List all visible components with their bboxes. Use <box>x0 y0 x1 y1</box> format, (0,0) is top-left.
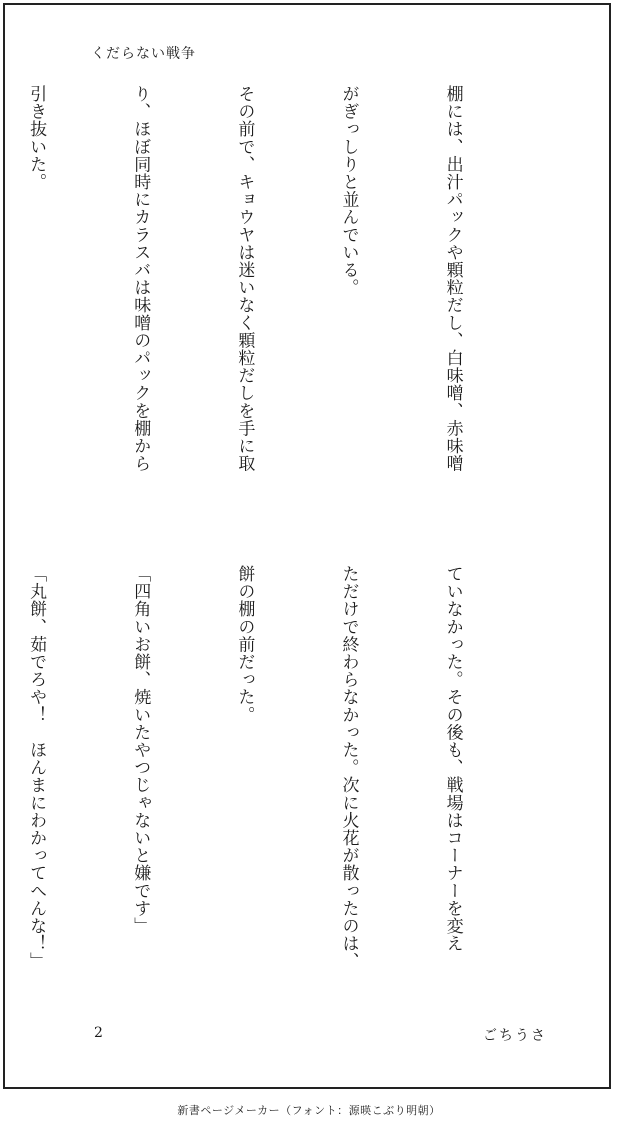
text-line: り、ほぼ同時にカラスバは味噌のパックを棚から <box>130 85 151 473</box>
text-block-bottom <box>0 565 539 995</box>
text-line: 棚には、出汁パックや顆粒だし、白味噌、赤味噌 <box>442 85 463 473</box>
text-line: ただけで終わらなかった。次に火花が散ったのは、 <box>338 565 359 970</box>
text-line: ていなかった。その後も、戦場はコーナーを変え <box>442 565 463 953</box>
footer-title: ごちうさ <box>483 1028 547 1044</box>
text-line: 餅の棚の前だった。 <box>234 565 255 724</box>
text-line: その前で、キョウヤは迷いなく顆粒だしを手に取 <box>234 85 255 473</box>
page-title: くだらない戦争 <box>91 46 196 62</box>
text-line: 引き抜いた。 <box>26 85 47 191</box>
text-line: 「丸餅、茹でろや！ ほんまにわかってへんな！」 <box>26 565 47 970</box>
generator-credit: 新書ページメーカー（フォント：源暎こぶり明朝） <box>177 1104 441 1117</box>
text-line: 「四角いお餅、焼いたやつじゃないと嫌です」 <box>130 565 151 935</box>
page-number: 2 <box>94 1025 103 1041</box>
book-page <box>3 3 611 1089</box>
text-line: がぎっしりと並んでいる。 <box>338 85 359 297</box>
text-block-top <box>0 85 539 525</box>
